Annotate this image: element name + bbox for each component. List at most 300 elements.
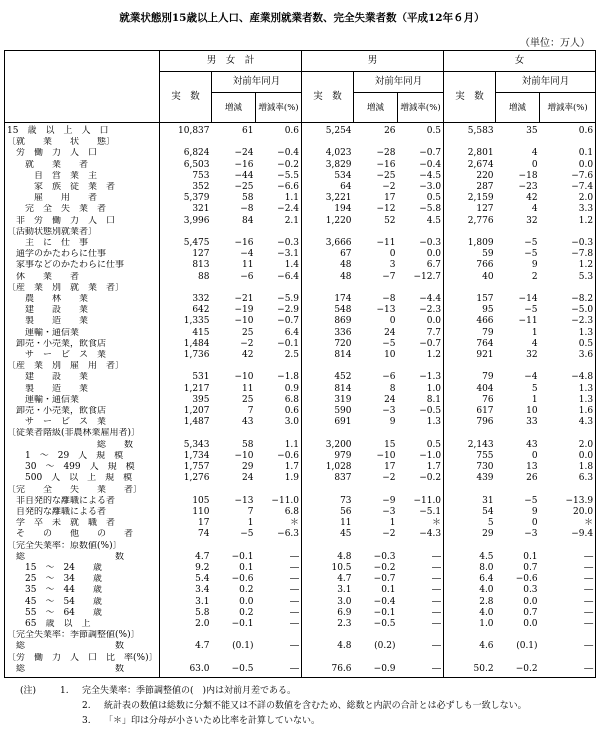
table-cell: −2	[382, 473, 396, 484]
table-cell	[302, 630, 354, 641]
row-label: 建 設 業	[5, 305, 160, 316]
table-cell: −6.4	[256, 272, 302, 283]
table-cell: −2.3	[540, 316, 596, 327]
table-cell	[398, 361, 444, 372]
row-label: 非 労 働 力 人 口	[5, 216, 160, 227]
row-label: 就 業 者	[5, 160, 160, 171]
table-cell	[444, 485, 496, 496]
table-cell: −3	[382, 506, 396, 517]
table-cell: 5,475	[183, 238, 210, 249]
table-cell: 10,837	[178, 126, 210, 136]
table-cell	[256, 137, 302, 148]
table-cell: −4.8	[540, 372, 596, 383]
table-row	[5, 541, 596, 552]
table-cell: 63.0	[160, 664, 212, 678]
table-cell: 691	[334, 417, 352, 428]
table-cell: −0.6	[256, 451, 302, 462]
table-cell: 0.0	[540, 160, 596, 171]
header-change-total: 増減	[212, 93, 256, 123]
table-cell: 4	[531, 148, 538, 159]
table-cell: 2,674	[467, 159, 494, 170]
table-cell	[496, 227, 540, 238]
table-cell: ―	[256, 585, 302, 596]
table-cell: 720	[334, 338, 352, 349]
table-cell: 6,824	[183, 148, 210, 159]
row-label: 〔完全失業率：原数値(%)〕	[5, 541, 160, 552]
table-cell: 52	[384, 215, 396, 226]
table-row	[5, 608, 596, 619]
table-cell: 753	[192, 170, 210, 181]
table-cell: (0.2)	[374, 641, 396, 652]
table-cell: 1,484	[183, 338, 210, 349]
table-cell: −5.8	[398, 204, 444, 215]
table-cell: 3	[389, 260, 396, 271]
table-cell	[398, 485, 444, 496]
table-cell: 439	[476, 473, 494, 484]
table-row	[5, 473, 596, 484]
table-cell	[496, 428, 540, 439]
table-cell: 764	[476, 338, 494, 349]
table-cell: −0.7	[398, 339, 444, 350]
table-cell: 1.7	[256, 462, 302, 473]
table-cell: −0.2	[373, 562, 396, 573]
table-cell: 6.8	[256, 507, 302, 518]
table-cell: 74	[198, 529, 210, 540]
table-cell: 25	[242, 394, 254, 405]
table-cell: 2.0	[540, 193, 596, 204]
table-cell: 2.5	[256, 350, 302, 361]
table-cell: 0	[389, 249, 396, 260]
row-label: 建 設 業	[5, 372, 160, 383]
table-cell: 2,159	[467, 193, 494, 204]
table-cell: 2.3	[337, 618, 352, 629]
table-cell: 869	[334, 316, 352, 327]
table-cell: 11	[242, 260, 254, 271]
table-row	[5, 328, 596, 339]
row-label: 卸売・小売業，飲食店	[5, 406, 160, 417]
table-cell: −23	[518, 182, 538, 193]
table-cell: 766	[476, 260, 494, 271]
header-corner	[5, 51, 160, 123]
table-cell: 3,829	[325, 159, 352, 170]
table-row	[5, 428, 596, 439]
table-cell: −4.5	[398, 171, 444, 182]
table-cell: 58	[242, 439, 254, 450]
table-body	[5, 123, 596, 678]
table-cell: 26	[384, 126, 396, 136]
table-row	[5, 585, 596, 596]
table-cell: −0.7	[256, 316, 302, 327]
table-cell	[540, 485, 596, 496]
table-cell: 1.0	[479, 618, 494, 629]
row-label: 製 造 業	[5, 384, 160, 395]
table-cell: 1.1	[256, 193, 302, 204]
table-row	[5, 227, 596, 238]
table-cell: −5	[524, 249, 538, 260]
table-cell: 1,028	[325, 462, 352, 473]
table-cell: 1,757	[183, 462, 210, 473]
table-row	[5, 417, 596, 428]
table-cell: 157	[476, 294, 494, 305]
table-cell: 8	[389, 383, 396, 394]
table-cell	[212, 541, 256, 552]
table-row	[5, 574, 596, 585]
table-cell	[444, 361, 496, 372]
table-cell: 48	[340, 260, 352, 271]
row-label: 完 全 失 業 者	[5, 204, 160, 215]
table-cell: −0.5	[212, 664, 256, 678]
table-cell: 4	[531, 338, 538, 349]
table-cell	[354, 653, 398, 664]
table-cell: 5,583	[467, 126, 494, 136]
table-cell	[496, 361, 540, 372]
table-cell: −0.4	[373, 596, 396, 607]
table-cell: 1	[531, 394, 538, 405]
table-cell: 415	[192, 327, 210, 338]
table-cell: −5.1	[398, 507, 444, 518]
note-text: 統計表の数値は総数に分類不能又は不詳の数値を含むため、総数と内訳の合計とは必ずしも一致しない。	[104, 701, 527, 711]
table-cell	[160, 137, 212, 148]
table-cell	[160, 541, 212, 552]
table-cell: −3.0	[398, 182, 444, 193]
table-cell: ―	[398, 597, 444, 608]
table-cell	[212, 227, 256, 238]
table-cell	[540, 137, 596, 148]
table-cell: −2.4	[256, 204, 302, 215]
table-cell: 58	[242, 193, 254, 204]
table-cell: −0.7	[373, 574, 396, 585]
table-cell: 5,254	[325, 126, 352, 136]
row-label: 〔労 働 力 人 口 比 率(%)〕	[5, 653, 160, 664]
table-cell: −19	[234, 305, 254, 316]
table-cell	[540, 361, 596, 372]
table-row	[5, 653, 596, 664]
table-cell: 11	[340, 518, 352, 529]
note-text: 完全失業率：季節調整値の( )内は対前月差である。	[82, 686, 297, 696]
header-actual-male: 実 数	[302, 72, 354, 123]
table-row	[5, 182, 596, 193]
table-cell: 3.3	[540, 204, 596, 215]
table-cell: 642	[192, 305, 210, 316]
table-cell: 1,220	[325, 215, 352, 226]
row-label: 15 歳 以 上 人 口	[5, 123, 160, 138]
table-cell: 105	[192, 495, 210, 506]
row-label: 〔完 全 失 業 者〕	[5, 485, 160, 496]
table-cell: ―	[540, 641, 596, 652]
table-cell	[212, 283, 256, 294]
table-cell: 54	[482, 506, 494, 517]
table-cell: 1.2	[540, 216, 596, 227]
note-item	[20, 714, 527, 729]
header-yoy-female: 対前年同月	[496, 72, 596, 93]
table-cell: 466	[476, 316, 494, 327]
table-cell: −3	[382, 406, 396, 417]
table-cell: 4.5	[479, 551, 494, 562]
table-cell: −8	[382, 294, 396, 305]
table-cell: 617	[476, 406, 494, 417]
table-cell	[212, 485, 256, 496]
table-row	[5, 406, 596, 417]
table-cell	[354, 137, 398, 148]
table-cell	[496, 653, 540, 664]
row-label: 1 〜 29 人 規 模	[5, 451, 160, 462]
table-cell	[302, 137, 354, 148]
table-cell: 5,379	[183, 193, 210, 204]
row-label: 〔産 業 別 就 業 者〕	[5, 283, 160, 294]
table-cell: −12	[376, 204, 396, 215]
table-cell: 32	[526, 215, 538, 226]
table-cell: 730	[476, 462, 494, 473]
table-row	[5, 137, 596, 148]
table-cell: −0.4	[256, 148, 302, 159]
table-row	[5, 350, 596, 361]
table-cell: −0.5	[398, 406, 444, 417]
table-cell: 45	[340, 529, 352, 540]
table-cell: 5	[531, 383, 538, 394]
table-cell: ―	[256, 664, 302, 678]
table-cell: 1,487	[183, 417, 210, 428]
table-row	[5, 204, 596, 215]
table-row	[5, 272, 596, 283]
table-cell: 56	[340, 506, 352, 517]
table-cell	[302, 653, 354, 664]
table-cell: 1.1	[256, 440, 302, 451]
table-cell	[354, 485, 398, 496]
table-cell: 4.8	[337, 551, 352, 562]
table-cell: 50.2	[444, 664, 496, 678]
table-cell	[444, 428, 496, 439]
note-item	[20, 699, 527, 714]
table-cell	[444, 541, 496, 552]
table-cell	[212, 630, 256, 641]
table-cell: 336	[334, 327, 352, 338]
table-cell: 76.6	[302, 664, 354, 678]
table-cell: 10	[526, 406, 538, 417]
table-cell: 4	[531, 204, 538, 215]
table-cell	[256, 227, 302, 238]
table-cell: ―	[540, 563, 596, 574]
row-label: 総 数	[5, 664, 160, 678]
table-cell: 5	[487, 518, 494, 529]
table-cell: 194	[334, 204, 352, 215]
table-cell: ―	[540, 552, 596, 563]
table-cell	[354, 361, 398, 372]
table-row	[5, 361, 596, 372]
table-cell: 11	[242, 383, 254, 394]
table-row	[5, 529, 596, 540]
table-cell	[444, 653, 496, 664]
table-cell: −0.2	[398, 473, 444, 484]
table-cell	[444, 227, 496, 238]
table-cell: 8.1	[398, 395, 444, 406]
table-cell: 1.9	[256, 473, 302, 484]
table-cell: 4.0	[479, 607, 494, 618]
table-cell: −5	[524, 238, 538, 249]
table-cell: −8.2	[540, 294, 596, 305]
table-cell: 0.0	[398, 249, 444, 260]
table-cell: 921	[476, 350, 494, 361]
table-cell	[354, 227, 398, 238]
table-cell: 25	[242, 327, 254, 338]
table-cell: 174	[334, 294, 352, 305]
table-cell: 755	[476, 450, 494, 461]
table-row	[5, 395, 596, 406]
table-cell: −0.9	[354, 664, 398, 678]
table-row	[5, 485, 596, 496]
table-cell	[398, 653, 444, 664]
table-cell	[398, 630, 444, 641]
table-cell: −16	[376, 159, 396, 170]
table-cell: −13	[376, 305, 396, 316]
table-cell: −7	[382, 271, 396, 282]
table-cell: (0.1)	[516, 641, 538, 652]
table-row	[5, 148, 596, 159]
table-cell	[256, 541, 302, 552]
table-cell: 1.6	[540, 406, 596, 417]
note-number: 3.	[82, 716, 91, 726]
table-cell: −6.6	[256, 182, 302, 193]
table-cell: ―	[398, 574, 444, 585]
row-label: 自 営 業 主	[5, 171, 160, 182]
table-cell	[160, 485, 212, 496]
table-cell: ―	[256, 563, 302, 574]
table-cell: ＊	[540, 518, 596, 529]
table-cell: −44	[234, 170, 254, 181]
table-row	[5, 619, 596, 630]
table-cell: −21	[234, 294, 254, 305]
row-label: 総 数	[5, 440, 160, 451]
table-cell	[540, 541, 596, 552]
row-label: 製 造 業	[5, 316, 160, 327]
table-cell: ―	[256, 608, 302, 619]
row-label: 〔産 業 別 雇 用 者〕	[5, 361, 160, 372]
table-cell: 332	[192, 294, 210, 305]
table-cell: 979	[334, 450, 352, 461]
table-cell: ―	[398, 619, 444, 630]
table-cell: 84	[242, 215, 254, 226]
table-cell: 1,736	[183, 350, 210, 361]
table-cell: 6.9	[337, 607, 352, 618]
table-cell: −0.3	[373, 551, 396, 562]
table-cell: 1,809	[467, 238, 494, 249]
table-cell: −8	[240, 204, 254, 215]
table-cell	[212, 361, 256, 372]
table-cell: 95	[482, 305, 494, 316]
table-cell: −4	[524, 372, 538, 383]
table-cell: ―	[256, 574, 302, 585]
table-cell: −2	[240, 338, 254, 349]
table-row	[5, 123, 596, 138]
table-cell	[398, 227, 444, 238]
table-cell: −0.1	[373, 607, 396, 618]
row-label: 学 卒 未 就 職 者	[5, 518, 160, 529]
table-cell: ―	[398, 641, 444, 652]
table-cell: 4.6	[479, 641, 494, 652]
table-cell: −2.3	[398, 305, 444, 316]
table-cell: (0.1)	[232, 641, 254, 652]
table-cell: ―	[256, 597, 302, 608]
table-cell: 1	[531, 327, 538, 338]
table-cell: 531	[192, 372, 210, 383]
table-cell: 1.3	[540, 384, 596, 395]
table-cell: 1,217	[183, 383, 210, 394]
table-cell: −0.5	[373, 618, 396, 629]
table-cell: 0.0	[523, 618, 538, 629]
table-row	[5, 316, 596, 327]
row-label: 卸売・小売業，飲食店	[5, 339, 160, 350]
header-total: 男 女 計	[160, 51, 302, 72]
table-cell	[496, 541, 540, 552]
table-cell: −0.1	[231, 551, 254, 562]
table-cell: 5.4	[195, 574, 210, 585]
table-cell: ―	[398, 552, 444, 563]
table-cell: 127	[476, 204, 494, 215]
row-label: 労 働 力 人 口	[5, 148, 160, 159]
header-female: 女	[444, 51, 596, 72]
table-cell: 4.3	[540, 417, 596, 428]
table-cell: 548	[334, 305, 352, 316]
row-label: 〔就 業 状 態〕	[5, 137, 160, 148]
table-cell: 4.5	[398, 216, 444, 227]
table-cell: 0	[531, 450, 538, 461]
table-cell: −16	[234, 159, 254, 170]
table-cell: 3.0	[256, 417, 302, 428]
table-cell	[212, 653, 256, 664]
table-cell: −0.6	[231, 574, 254, 585]
row-label: 運輸・通信業	[5, 395, 160, 406]
table-cell	[212, 428, 256, 439]
table-cell: −2.9	[256, 305, 302, 316]
row-label: 〔活動状態別就業者〕	[5, 227, 160, 238]
table-cell: 319	[334, 394, 352, 405]
table-cell: 127	[192, 249, 210, 260]
row-label: 35 〜 44 歳	[5, 585, 160, 596]
table-cell	[256, 283, 302, 294]
table-cell: −25	[234, 182, 254, 193]
table-cell	[256, 428, 302, 439]
table-cell: 31	[482, 495, 494, 506]
table-cell: 43	[242, 417, 254, 428]
header-yoy-male: 対前年同月	[354, 72, 444, 93]
table-cell: −11	[518, 316, 538, 327]
table-cell	[496, 283, 540, 294]
table-cell	[256, 653, 302, 664]
row-label: 〔完全失業率：季節調整値(%)〕	[5, 630, 160, 641]
table-cell: ―	[398, 608, 444, 619]
table-cell: 79	[482, 372, 494, 383]
table-cell	[444, 630, 496, 641]
table-cell: ―	[540, 597, 596, 608]
table-cell: 1.8	[540, 462, 596, 473]
table-cell: 0.0	[239, 596, 254, 607]
note-number: 1.	[60, 686, 69, 696]
table-cell: 2.8	[479, 596, 494, 607]
row-label: 農 林 業	[5, 294, 160, 305]
table-cell: −1.3	[398, 372, 444, 383]
table-cell: −0.1	[256, 339, 302, 350]
table-cell	[398, 137, 444, 148]
table-cell: 35	[526, 126, 538, 136]
table-cell: −0.6	[515, 574, 538, 585]
table-cell: 6,503	[183, 159, 210, 170]
table-cell	[496, 630, 540, 641]
table-row	[5, 518, 596, 529]
table-cell: −5	[524, 495, 538, 506]
table-cell: −28	[376, 148, 396, 159]
table-cell: ―	[398, 585, 444, 596]
table-cell: 2,801	[467, 148, 494, 159]
table-row	[5, 160, 596, 171]
